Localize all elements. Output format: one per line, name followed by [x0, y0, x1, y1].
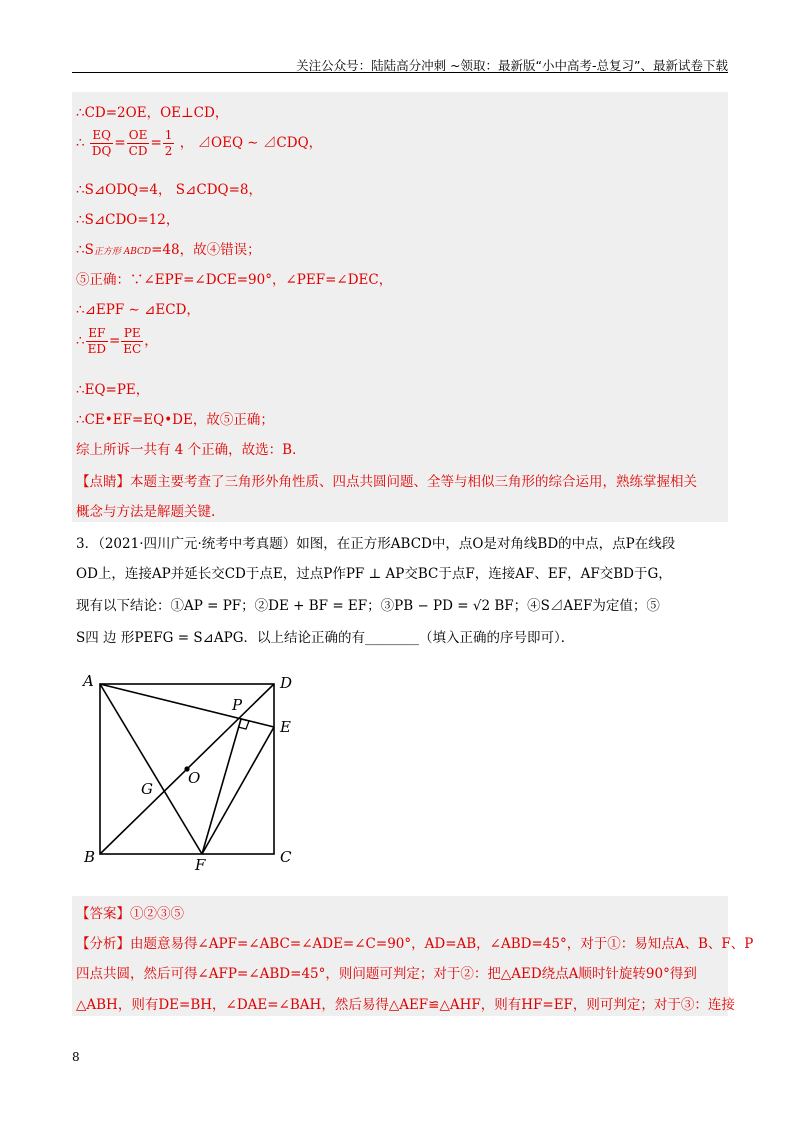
label-o: O	[188, 769, 201, 787]
question-line-3: 现有以下结论：①AP = PF；②DE + BF = EF；③PB − PD = √2 BF；④S⊿AEF为定值；⑤	[76, 598, 660, 614]
solution-line-2: ∴ $\frac{EQ}{DQ}$ = $\frac{OE}{CD}$ = $\frac{1}{2}$ ， ⊿OEQ ∼ ⊿CDQ，	[76, 128, 323, 158]
solution-line-9: ∴EQ=PE，	[76, 382, 150, 398]
label-d: D	[280, 674, 293, 692]
answer-line-2: 【分析】由题意易得∠APF=∠ABC=∠ADE=∠C=90°，AD=AB，∠ABD=45°，对于①：易知点A、B、F、P	[76, 936, 754, 952]
page-number: 8	[72, 1050, 80, 1064]
solution-line-6: ⑤正确：∵∠EPF=∠DCE=90°，∠PEF=∠DEC，	[76, 272, 393, 288]
label-g: G	[141, 780, 153, 798]
similarity-text: ， ⊿OEQ ∼ ⊿CDQ，	[179, 135, 323, 151]
solution-line-3: ∴S⊿ODQ=4， S⊿CDQ=8，	[76, 182, 262, 198]
solution-line-13: 概念与方法是解题关键.	[76, 504, 216, 520]
solution-line-8: ∴ $\frac{EF}{ED}$ = $\frac{PE}{EC}$ ，	[76, 326, 158, 356]
answer-line-1: 【答案】①②③⑤	[76, 906, 184, 922]
question-line-2: OD上，连接AP并延长交CD于点E，过点P作PF ⊥ AP交BC于点F，连接AF、EF，AF交BD于G，	[76, 566, 672, 582]
header-text: 关注公众号：陆陆高分冲刺 ~领取：最新版“小中高考-总复习”、最新试卷下载	[296, 58, 728, 73]
segment-pf	[202, 719, 241, 854]
page-header	[0, 0, 800, 76]
header-rule	[72, 72, 728, 73]
segment-ef	[202, 727, 274, 854]
solution-line-10: ∴CE•EF=EQ•DE，故⑤正确；	[76, 412, 274, 428]
question-line-1: 3．（2021·四川广元·统考中考真题）如图，在正方形ABCD中，点O是对角线BD的中点，点P在线段	[76, 536, 676, 552]
solution-line-11: 综上所诉一共有 4 个正确，故选：B．	[76, 442, 306, 458]
solution-line-12: 【点睛】本题主要考查了三角形外角性质、四点共圆问题、全等与相似三角形的综合运用，熟练掌握相关	[76, 474, 697, 490]
solution-line-4: ∴S⊿CDO=12，	[76, 212, 180, 228]
fraction-ef-ed: $\frac{EF}{ED}$	[87, 326, 106, 356]
answer-line-3: 四点共圆，然后可得∠AFP=∠ABD=45°，则问题可判定；对于②：把△AED绕点A顺时针旋转90°得到	[76, 966, 697, 982]
label-f: F	[195, 856, 206, 873]
fraction-pe-ec: $\frac{PE}{EC}$	[123, 326, 142, 356]
solution-line-1: ∴CD=2OE，OE⊥CD，	[76, 105, 229, 121]
label-a: A	[83, 672, 94, 690]
question-line-4: S四 边 形PEFG = S⊿APG．以上结论正确的有________（填入正确的序号即可）．	[76, 630, 575, 646]
therefore-symbol: ∴	[76, 135, 85, 151]
solution-line-5: ∴S正方形 ABCD=48，故④错误；	[76, 242, 261, 258]
geometry-figure	[78, 668, 318, 873]
label-p: P	[232, 696, 243, 714]
solution-line-7: ∴⊿EPF ∼ ⊿ECD，	[76, 302, 200, 318]
label-b: B	[84, 848, 96, 866]
label-e: E	[280, 718, 291, 736]
fraction-oe-cd: $\frac{OE}{CD}$	[128, 128, 148, 158]
fraction-half: $\frac{1}{2}$	[164, 128, 173, 158]
label-c: C	[280, 848, 292, 866]
answer-line-4: △ABH，则有DE=BH，∠DAE=∠BAH，然后易得△AEF≌△AHF，则有HF=EF，则可判定；对于③：连接	[76, 997, 735, 1013]
fraction-eq-dq: $\frac{EQ}{DQ}$	[91, 128, 112, 158]
